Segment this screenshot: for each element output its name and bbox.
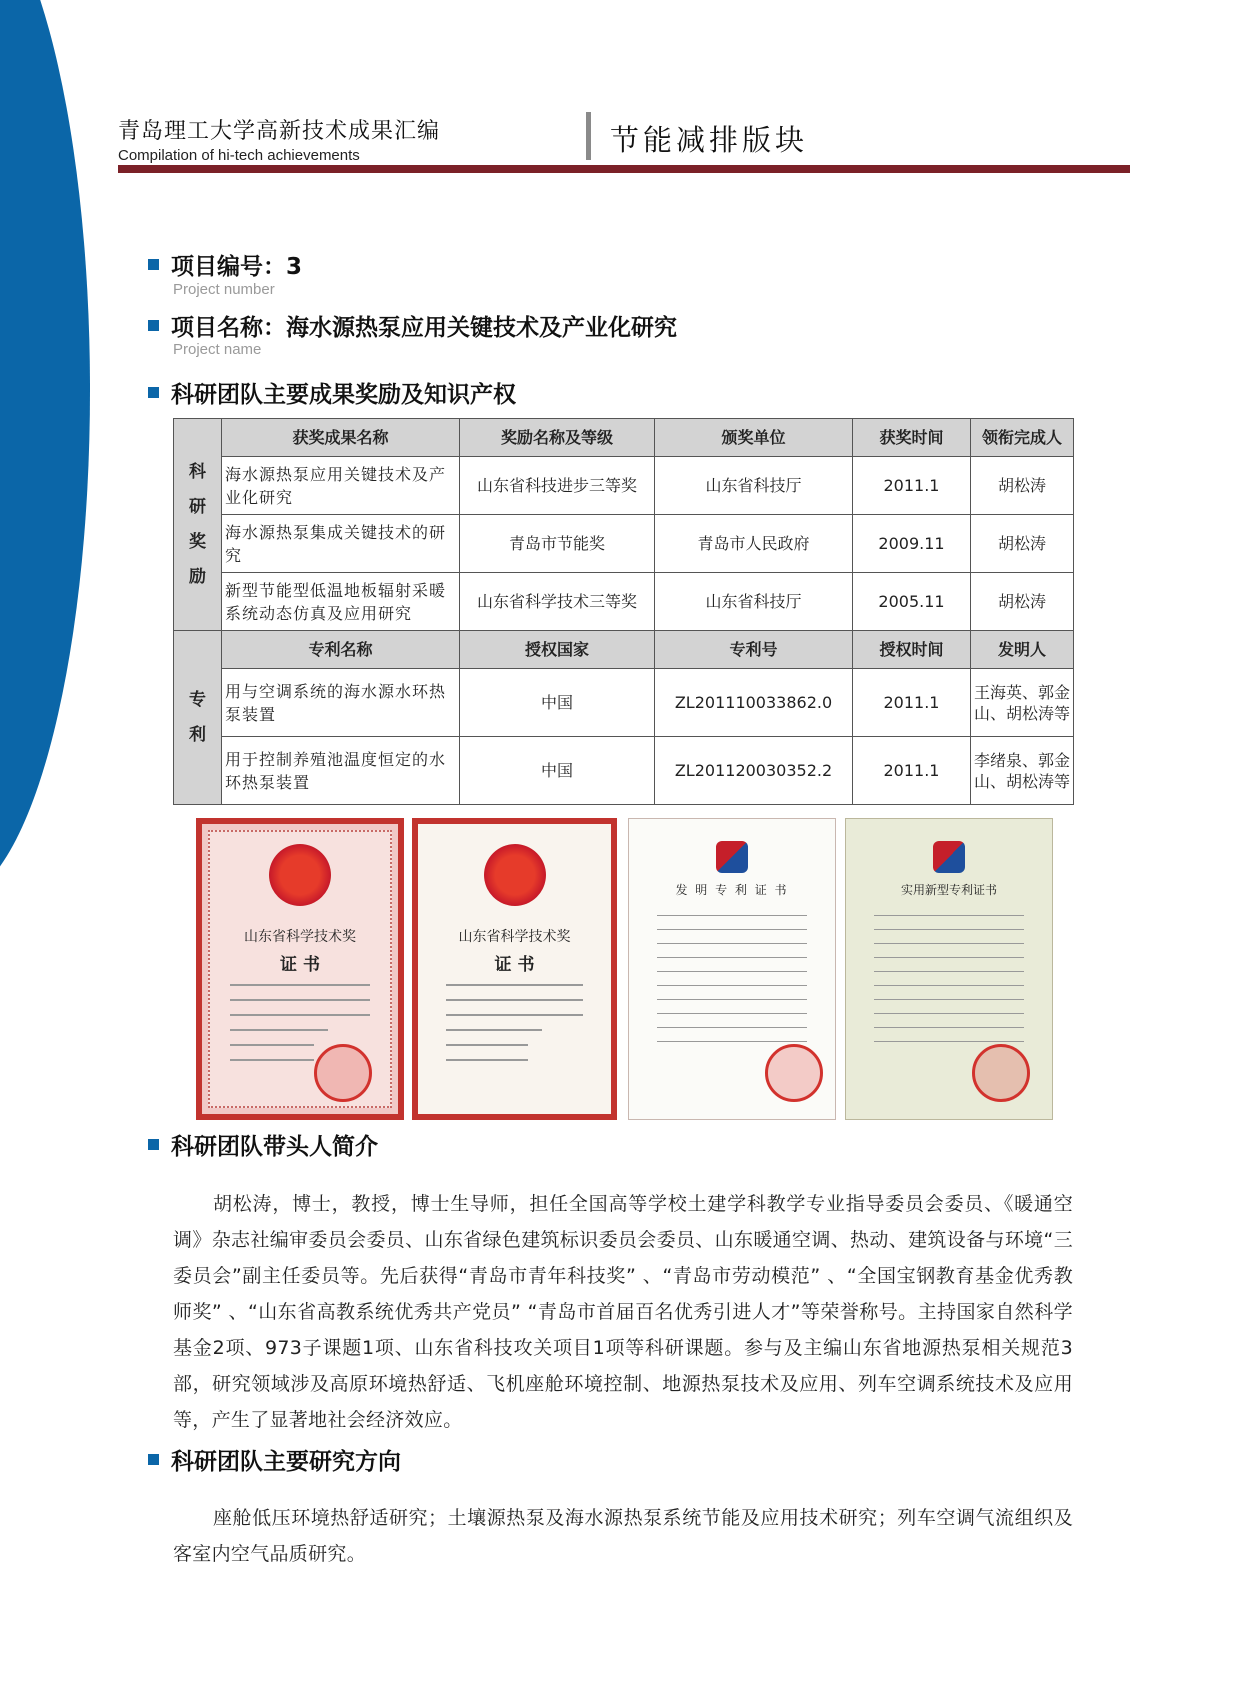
project-number-heading [148, 248, 302, 281]
award-date-cell: 2005.11 [853, 573, 971, 631]
direction-heading-label: 科研团队主要研究方向 [171, 1449, 401, 1475]
red-seal-icon [765, 1044, 823, 1102]
patent-office-logo-icon [933, 841, 965, 873]
patent-inventor-cell: 王海英、郭金山、胡松涛等 [971, 669, 1074, 737]
awards-patents-table [173, 418, 1074, 805]
table-row [174, 737, 1074, 805]
award-issuer-cell: 青岛市人民政府 [655, 515, 853, 573]
header-title-block [118, 114, 440, 164]
awards-heading [148, 376, 516, 409]
award-date-cell: 2011.1 [853, 457, 971, 515]
decorative-blue-arc [0, 0, 90, 900]
bullet-square-icon [148, 387, 159, 398]
project-number-en: Project number [173, 281, 275, 298]
patent-name-cell: 用与空调系统的海水源水环热泵装置 [222, 669, 460, 737]
bullet-square-icon [148, 1139, 159, 1150]
header-cn-title: 青岛理工大学高新技术成果汇编 [118, 119, 441, 144]
table-header: 授权时间 [853, 631, 971, 669]
certificate-text-lines [657, 915, 807, 1055]
table-row [174, 515, 1074, 573]
leader-heading-label: 科研团队带头人简介 [171, 1134, 378, 1160]
table-header: 领衔完成人 [971, 419, 1074, 457]
project-name-heading [148, 309, 677, 342]
header-rule [118, 165, 1130, 173]
certificate-text-lines [446, 984, 583, 1074]
award-leader-cell: 胡松涛 [971, 515, 1074, 573]
award-level-cell: 山东省科技进步三等奖 [460, 457, 655, 515]
table-row [174, 669, 1074, 737]
bullet-square-icon [148, 259, 159, 270]
award-category-label: 科研奖励 [189, 461, 206, 587]
national-emblem-icon [269, 844, 331, 906]
patent-office-logo-icon [716, 841, 748, 873]
patent-category-cell [174, 631, 222, 805]
patent-country-cell: 中国 [460, 669, 655, 737]
table-header: 发明人 [971, 631, 1074, 669]
certificate-utility-patent [845, 818, 1053, 1120]
header-en-title: Compilation of hi-tech achievements [118, 147, 360, 164]
leader-heading [148, 1128, 378, 1161]
certificate-subtitle: 证 书 [494, 955, 535, 975]
leader-paragraph: 胡松涛，博士，教授，博士生导师，担任全国高等学校土建学科教学专业指导委员会委员、《暖通空调》杂志社编审委员会委员、山东省绿色建筑标识委员会委员、山东暖通空调、热动、建筑设备与环境“三委员会”副主任委员等。先后获得“青岛市青年科技奖” 、“青岛市劳动模范” 、“全国宝钢教育基金优秀教师奖” 、“山东省高教系统优秀共产党员” “青岛市首届百名优秀引进人才”等荣誉称号。主持国家自然科学基金2项、973子课题1项、山东省科技攻关项目1项等科研课题。参与及主编山东省地源热泵相关规范3部，研究领域涉及高原环境热舒适、飞机座舱环境控制、地源热泵技术及应用、列车空调系统技术及应用等，产生了显著地社会经济效应。 [173, 1193, 1073, 1431]
patent-number-cell: ZL201120030352.2 [655, 737, 853, 805]
award-name-cell: 海水源热泵应用关键技术及产业化研究 [222, 457, 460, 515]
certificate-title: 山东省科学技术奖 [458, 929, 571, 945]
table-header: 专利号 [655, 631, 853, 669]
table-header: 获奖成果名称 [222, 419, 460, 457]
project-name-en: Project name [173, 341, 262, 358]
certificate-subtitle: 证 书 [280, 955, 320, 975]
award-level-cell: 青岛市节能奖 [460, 515, 655, 573]
patent-inventor-cell: 李绪泉、郭金山、胡松涛等 [971, 737, 1074, 805]
patent-name-cell: 用于控制养殖池温度恒定的水环热泵装置 [222, 737, 460, 805]
award-category-cell [174, 419, 222, 631]
red-seal-icon [972, 1044, 1030, 1102]
award-name-cell: 海水源热泵集成关键技术的研究 [222, 515, 460, 573]
award-name-cell: 新型节能型低温地板辐射采暖系统动态仿真及应用研究 [222, 573, 460, 631]
certificate-title: 发 明 专 利 证 书 [675, 883, 789, 897]
table-header: 奖励名称及等级 [460, 419, 655, 457]
patent-date-cell: 2011.1 [853, 669, 971, 737]
patent-number-cell: ZL201110033862.0 [655, 669, 853, 737]
certificate-award-2 [412, 818, 617, 1120]
certificate-text-lines [874, 915, 1024, 1055]
award-level-cell: 山东省科学技术三等奖 [460, 573, 655, 631]
patent-country-cell: 中国 [460, 737, 655, 805]
award-issuer-cell: 山东省科技厅 [655, 573, 853, 631]
project-name-label: 项目名称：海水源热泵应用关键技术及产业化研究 [171, 315, 677, 341]
bullet-square-icon [148, 1454, 159, 1465]
bullet-square-icon [148, 320, 159, 331]
award-date-cell: 2009.11 [853, 515, 971, 573]
project-number-label: 项目编号：3 [171, 254, 303, 280]
table-header: 专利名称 [222, 631, 460, 669]
table-header: 获奖时间 [853, 419, 971, 457]
table-header: 授权国家 [460, 631, 655, 669]
patent-category-label: 专利 [189, 689, 206, 745]
direction-paragraph: 座舱低压环境热舒适研究；土壤源热泵及海水源热泵系统节能及应用技术研究；列车空调气流组织及客室内空气品质研究。 [173, 1507, 1073, 1565]
certificate-award-1 [196, 818, 404, 1120]
certificate-invention-patent [628, 818, 836, 1120]
national-emblem-icon [484, 844, 546, 906]
table-row [174, 573, 1074, 631]
certificate-title: 山东省科学技术奖 [244, 929, 356, 945]
award-issuer-cell: 山东省科技厅 [655, 457, 853, 515]
table-header: 颁奖单位 [655, 419, 853, 457]
awards-heading-label: 科研团队主要成果奖励及知识产权 [171, 382, 516, 408]
direction-heading [148, 1443, 401, 1476]
certificate-title: 实用新型专利证书 [900, 883, 997, 897]
red-seal-icon [314, 1044, 372, 1102]
table-row [174, 631, 1074, 669]
header-section-title: 节能减排版块 [610, 123, 809, 157]
table-row [174, 419, 1074, 457]
table-row [174, 457, 1074, 515]
patent-date-cell: 2011.1 [853, 737, 971, 805]
award-leader-cell: 胡松涛 [971, 573, 1074, 631]
header-divider [586, 112, 591, 160]
award-leader-cell: 胡松涛 [971, 457, 1074, 515]
